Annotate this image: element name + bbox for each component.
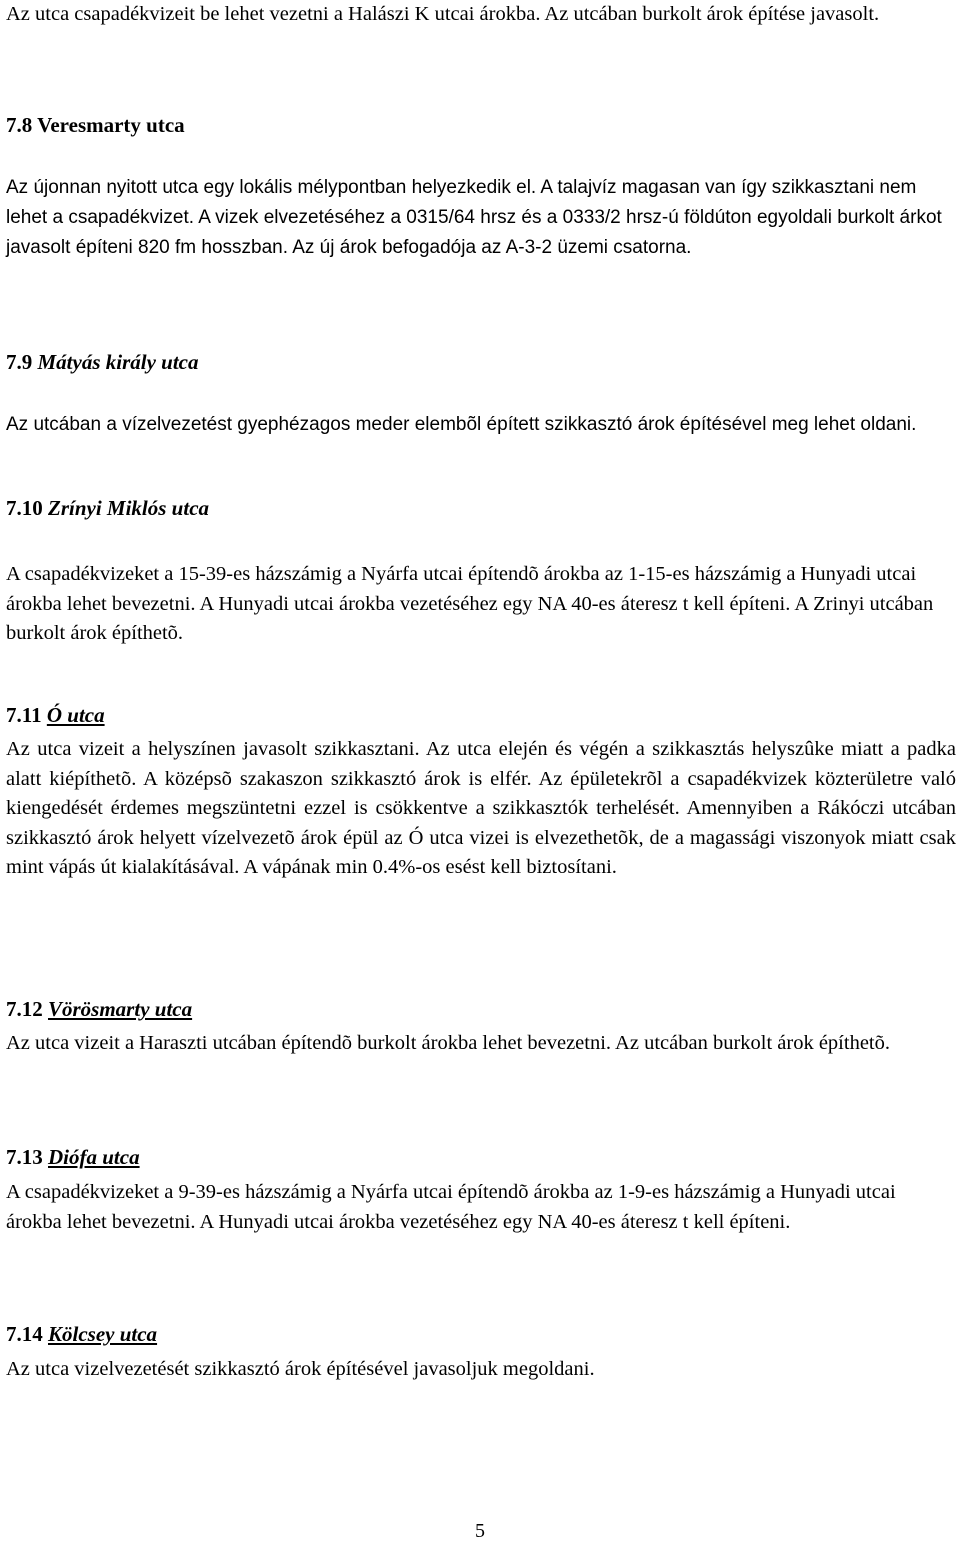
section-body-7-8: Az újonnan nyitott utca egy lokális mélypontban helyezkedik el. A talajvíz magasan van így szikkasztani nem lehet a csapadékvizet. A vizek elvezetéséhez a 0315/64 hrsz és a 0333/2 hrsz-ú földúton egyoldali burkolt árkot javasolt építeni 820 fm hosszban. Az új árok befogadója az A-3-2 üzemi csatorna.: [6, 177, 942, 258]
section-title: Ó utca: [46, 703, 105, 727]
section-title: Kölcsey utca: [48, 1322, 158, 1346]
section-title: Veresmarty utca: [37, 113, 185, 137]
section-title: Zrínyi Miklós utca: [48, 496, 210, 520]
section-body-7-11: Az utca vizeit a helyszínen javasolt szikkasztani. Az utca elején és végén a szikkasztás helyszûke miatt a padka alatt kiépíthetõ. A középsõ szakaszon szikkasztó árok is elfér. Az épületekrõl a csapadékvizek közterületre való kiengedését érdemes megszüntetni ezzel is csökkentve a szikkasztók terhelését. Amennyiben a Rákóczi utcában szikkasztó árok helyett vízelvezetõ árok épül az Ó utca vizei is elvezethetõk, de a magassági viszonyok miatt csak mint vápás út kialakításával. A vápának min 0.4%-os esést kell biztosítani.: [6, 738, 956, 878]
section-body-7-14: Az utca vizelvezetését szikkasztó árok építésével javasoljuk megoldani.: [6, 1358, 595, 1380]
section-number: 7.11: [6, 703, 42, 727]
section-number: 7.8: [6, 113, 33, 137]
section-heading-7-12: [6, 995, 192, 1025]
section-number: 7.10: [6, 496, 43, 520]
page-number: 5: [475, 1520, 485, 1542]
section-body-7-12: Az utca vizeit a Haraszti utcában építendõ burkolt árokba lehet bevezetni. Az utcában burkolt árok építhetõ.: [6, 1032, 890, 1054]
intro-paragraph: Az utca csapadékvizeit be lehet vezetni a Halászi K utcai árokba. Az utcában burkolt árok építése javasolt.: [6, 3, 880, 25]
section-heading-7-9: [6, 348, 199, 378]
section-body-7-13: A csapadékvizeket a 9-39-es házszámig a Nyárfa utcai építendõ árokba az 1-9-es házszámig a Hunyadi utcai árokba lehet bevezetni. A Hunyadi utcai árokba vezetéséhez egy NA 40-es áteresz t kell építeni.: [6, 1181, 896, 1233]
section-number: 7.13: [6, 1145, 43, 1169]
section-heading-7-8: [6, 111, 185, 141]
section-number: 7.9: [6, 350, 33, 374]
section-heading-7-11: [6, 701, 105, 731]
section-body-7-9: Az utcában a vízelvezetést gyephézagos meder elembõl épített szikkasztó árok építésével meg lehet oldani.: [6, 414, 917, 435]
section-body-7-10: A csapadékvizeket a 15-39-es házszámig a Nyárfa utcai építendõ árokba az 1-15-es házszámig a Hunyadi utcai árokba lehet bevezetni. A Hunyadi utcai árokba vezetéséhez egy NA 40-es áteresz t kell építeni. A Zrinyi utcában burkolt árok építhetõ.: [6, 563, 934, 644]
section-heading-7-10: [6, 494, 209, 524]
section-title: Mátyás király utca: [37, 350, 199, 374]
section-heading-7-14: [6, 1320, 157, 1350]
section-title: Diófa utca: [48, 1145, 140, 1169]
section-number: 7.14: [6, 1322, 43, 1346]
section-title: Vörösmarty utca: [48, 997, 193, 1021]
section-number: 7.12: [6, 997, 43, 1021]
section-heading-7-13: [6, 1143, 140, 1173]
